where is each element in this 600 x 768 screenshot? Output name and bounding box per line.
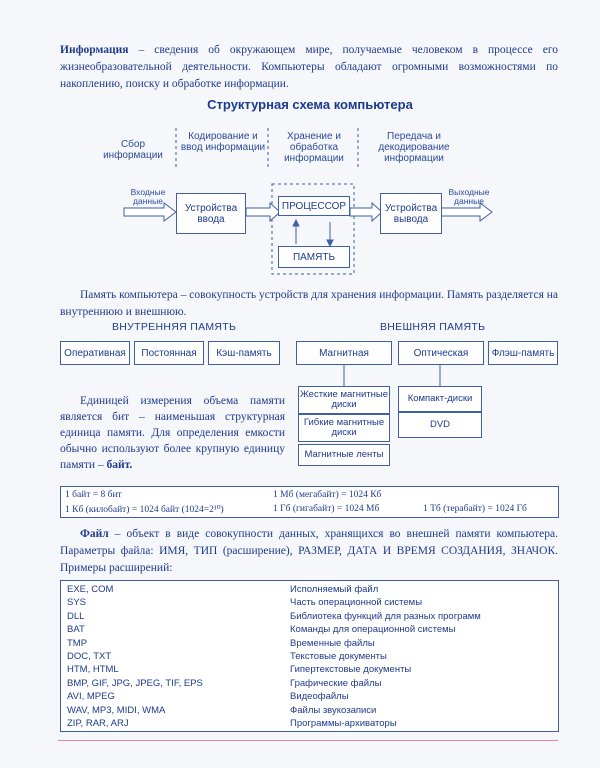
extension-description: Файлы звукозаписи [290,704,377,716]
extension-description: Гипертекстовые документы [290,664,412,676]
extension-description: Исполняемый файл [290,584,379,595]
internal-type-cache: Кэш-память [208,341,280,365]
extension-name: EXE, COM [67,584,114,595]
unit-kb: 1 Кб (килобайт) = 1024 байт (1024=2¹⁰) [65,505,224,515]
unit-byte: 1 байт = 8 бит [65,490,122,500]
external-type-magnetic: Магнитная [296,341,392,365]
external-type-optical: Оптическая [398,341,484,365]
memory-box: ПАМЯТЬ [278,246,350,268]
extension-name: BAT [67,624,85,636]
unit-mb: 1 Мб (мегабайт) = 1024 Кб [273,490,382,500]
scheme-title: Структурная схема компьютера [207,97,413,112]
extension-description: Текстовые документы [290,651,387,662]
magnetic-floppy-disks: Гибкие магнитные диски [298,414,390,442]
extension-description: Программы-архиваторы [290,718,397,729]
extension-name: HTM, HTML [67,664,119,676]
stage-store: Хранение и обработка информации [284,131,344,164]
intro-text: – сведения об окружающем мире, получаемые человеком в процессе его жизнеобразовательной деятельности. Компьютеры обладают огромными возможностями по накоплению, поиску и обработке информации. [60,44,558,90]
stage-transfer: Передача и декодирование информации [378,131,450,164]
extension-description: Графические файлы [290,677,382,689]
magnetic-hard-disks: Жесткие магнитные диски [298,386,390,414]
unit-bold: байт. [106,459,133,471]
external-memory-title: ВНЕШНЯЯ ПАМЯТЬ [380,321,486,333]
file-term: Файл [80,528,109,540]
extension-description: Видеофайлы [290,691,349,703]
memory-definition: Память компьютера – совокупность устройств для хранения информации. Память разделяется на внутреннюю и внешнюю. [60,289,558,318]
extension-description: Команды для операционной системы [290,624,456,636]
extension-description: Часть операционной системы [290,597,423,609]
internal-type-ram: Оперативная [60,341,130,365]
internal-memory-title: ВНУТРЕННЯЯ ПАМЯТЬ [112,321,237,333]
intro-term: Информация [60,44,129,56]
output-data-label: Выходные данные [448,187,490,206]
unit-paragraph [60,393,285,473]
extension-name: WAV, MP3, MIDI, WMA [67,704,166,716]
bottom-rule [58,740,558,741]
extension-name: TMP [67,637,88,649]
external-type-flash: Флэш-память [488,341,558,365]
extensions-table [60,580,559,732]
extension-name: BMP, GIF, JPG, JPEG, TIF, EPS [67,677,203,689]
output-device-box: Устройства вывода [380,193,442,234]
extension-name: SYS [67,597,87,609]
file-text: – объект в виде совокупности данных, хранящихся во внешней памяти компьютера. Параметры файла: ИМЯ, ТИП (расширение), РАЗМЕР, ДАТА И ВРЕМЯ СОЗДАНИЯ, ЗНАЧОК. Примеры расширений: [60,528,558,574]
extension-description: Временные файлы [290,637,375,649]
extension-name: AVI, MPEG [67,691,115,703]
internal-type-rom: Постоянная [134,341,204,365]
unit-text: Единицей измерения объема памяти является бит – наименьшая структурная единица памяти. Для определения емкости обычно используют более крупную единицу памяти – [60,395,285,471]
unit-gb: 1 Гб (гигабайт) = 1024 Мб [273,504,380,514]
stage-encode: Кодирование и ввод информации [180,131,266,153]
extension-name: ZIP, RAR, ARJ [67,718,129,729]
processor-box: ПРОЦЕССОР [278,196,350,216]
units-box [60,486,559,518]
optical-dvd: DVD [398,412,482,438]
magnetic-tapes: Магнитные ленты [298,444,390,466]
extension-name: DOC, TXT [67,651,112,662]
input-data-label: Входные данные [130,187,166,206]
optical-cd: Компакт-диски [398,386,482,412]
file-paragraph [60,526,558,577]
extension-name: DLL [67,610,85,622]
stage-collect: Сбор информации [103,139,163,161]
extension-description: Библиотека функций для разных программ [290,610,481,622]
input-device-box: Устройства ввода [176,193,246,234]
unit-tb: 1 Тб (терабайт) = 1024 Гб [423,504,527,514]
